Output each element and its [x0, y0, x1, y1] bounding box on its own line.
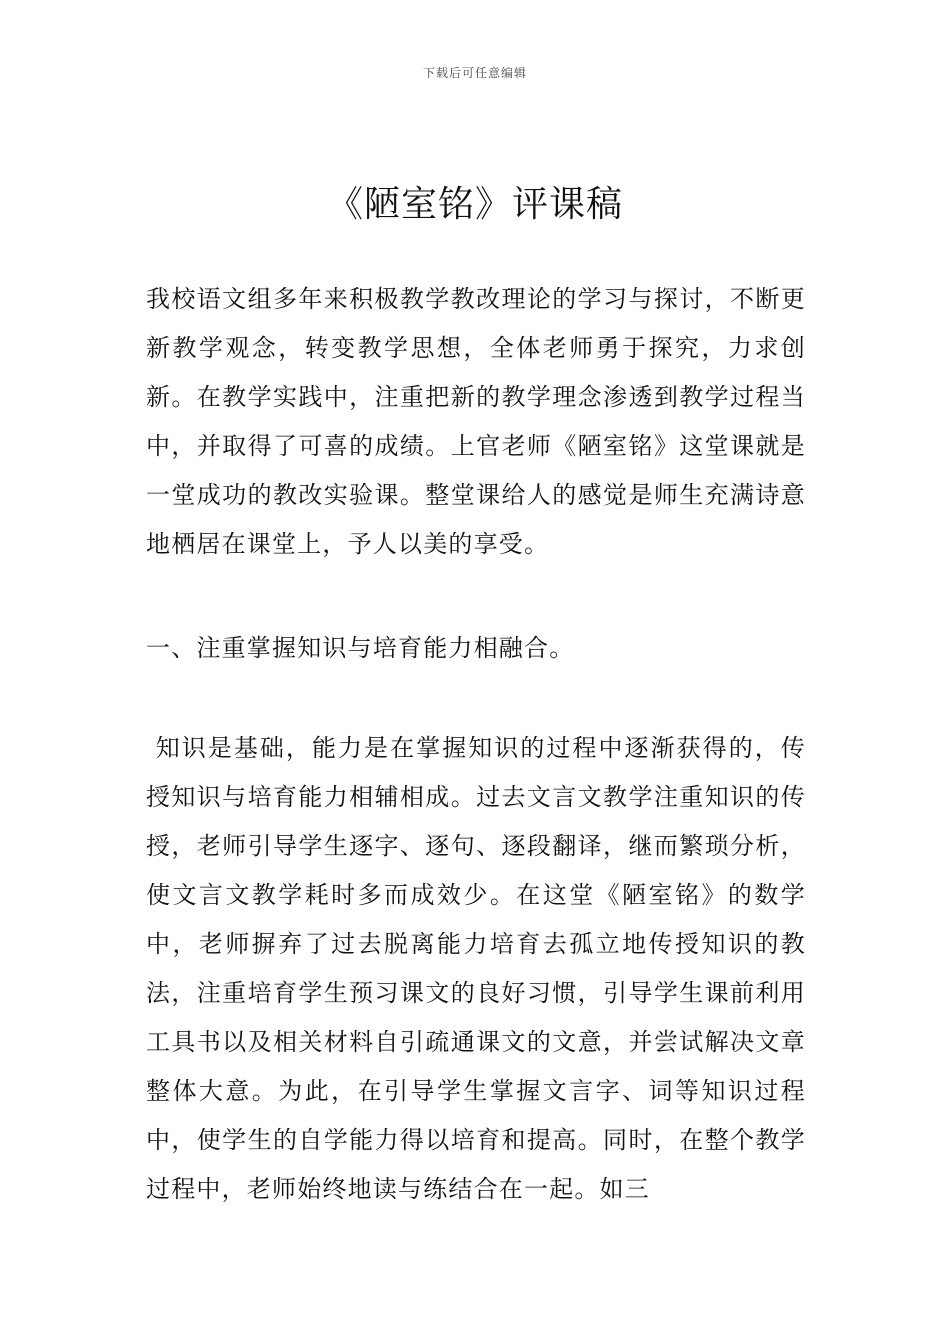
header-note: 下载后可任意编辑 [422, 66, 527, 80]
section-heading: 一、注重掌握知识与培育能力相融合。 [146, 634, 575, 662]
document-title: 《陋室铭》评课稿 [326, 184, 623, 225]
paragraph-knowledge-ability: 知识是基础，能力是在掌握知识的过程中逐渐获得的，传授知识与培育能力相辅相成。过去文言文教学注重知识的传授，老师引导学生逐字、逐句、逐段翻译，继而繁琐分析，使文言文教学耗时多而成效少。在这堂《陋室铭》的数学中，老师摒弃了过去脱离能力培育去孤立地传授知识的教法，注重培育学生预习课文的良好习惯，引导学生课前利用工具书以及相关材料自引疏通课文的文意，并尝试解决文章整体大意。为此，在引导学生掌握文言字、词等知识过程中，使学生的自学能力得以培育和提高。同时，在整个教学过程中，老师始终地读与练结合在一起。如三 [146, 734, 806, 1203]
paragraph-intro: 我校语文组多年来积极教学教改理论的学习与探讨，不断更新教学观念，转变教学思想，全体老师勇于探究，力求创新。在教学实践中，注重把新的教学理念渗透到教学过程当中，并取得了可喜的成绩。上官老师《陋室铭》这堂课就是一堂成功的教改实验课。整堂课给人的感觉是师生充满诗意地栖居在课堂上，予人以美的享受。 [146, 285, 806, 558]
